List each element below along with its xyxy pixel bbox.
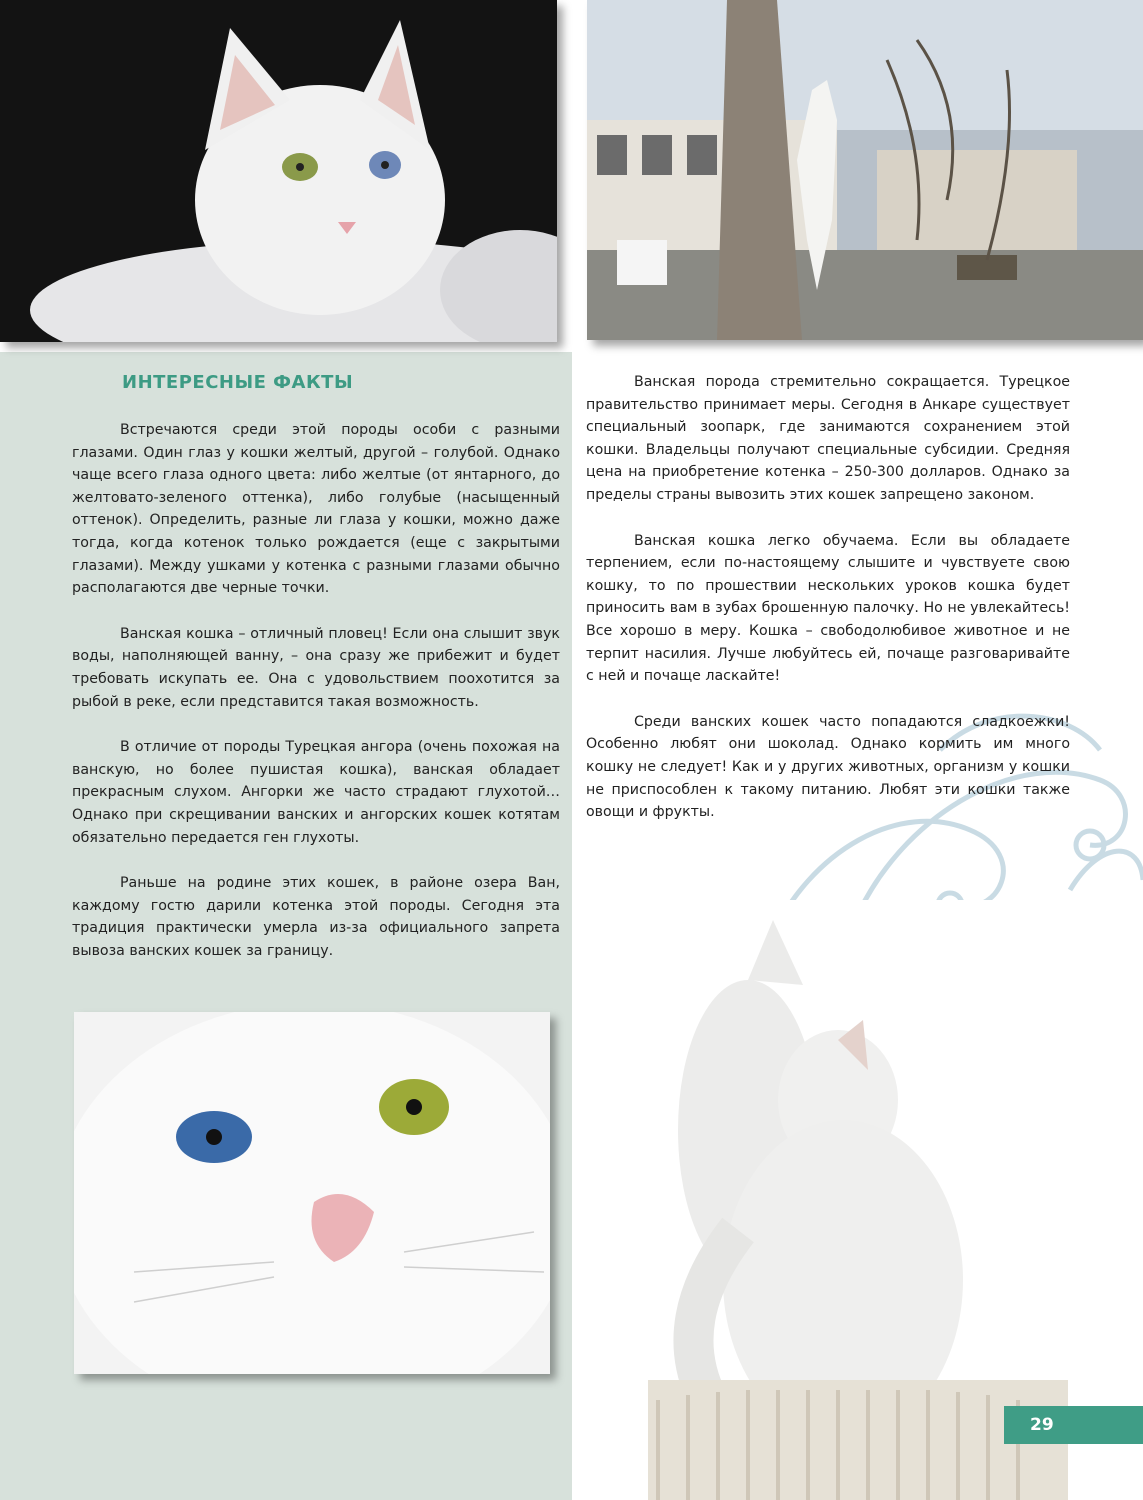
section-heading: ИНТЕРЕСНЫЕ ФАКТЫ [122, 372, 354, 393]
photo-odd-eyed-cat [0, 0, 557, 342]
photo-cat-face-closeup [74, 1012, 550, 1374]
right-text-column [586, 371, 1070, 847]
paragraph: Ванская кошка легко обучаема. Если вы обладаете терпением, если по-настоящему слышите и чувствуете свою кошку, то по прошествии нескольких уроков кошка будет приносить вам в зубах брошенную палочку. Но не увлекайтесь! Все хорошо в меру. Кошка – свободолюбивое животное и не терпит насилия. Лучше любуйтесь ей, почаще разговаривайте с ней и почаще ласкайте! [586, 532, 1070, 685]
paragraph: Среди ванских кошек часто попадаются сладкоежки! Особенно любят они шоколад. Однако кормить им много кошку не следует! Как и у других животных, организм у кошки не приспособлен к такому питанию. Любят эти кошки также овощи и фрукты. [586, 713, 1070, 821]
paragraph: Встречаются среди этой породы особи с разными глазами. Один глаз у кошки желтый, другой – голубой. Однако чаще всего глаза одного цвета: либо желтые (от янтарного, до желтовато-зеленого оттенка), либо голубые (насыщенный оттенок). Определить, разные ли глаза у кошки, можно даже тогда, когда котенок только рождается (еще с закрытыми глазами). Между ушками у котенка с разными глазами обычно располагаются две черные точки. [72, 422, 560, 597]
paragraph: Раньше на родине этих кошек, в районе озера Ван, каждому гостю дарили котенка этой породы. Сегодня эта традиция практически умерла из-за официального запрета вывоза ванских кошек за границу. [72, 875, 560, 959]
page-number: 29 [1004, 1406, 1143, 1444]
paragraph: Ванская кошка – отличный пловец! Если она слышит звук воды, наполняющей ванну, – она сразу же прибежит и будет требовать искупать ее. Она с удовольствием поохотится за рыбой в реке, если представится такая возможность. [72, 625, 560, 710]
paragraph: В отличие от породы Турецкая ангора (очень похожая на ванскую, но более пушистая кошка), ванская обладает прекрасным слухом. Ангорки же часто страдают глухотой… Однако при скрещивании ванских и ангорских кошек котятам обязательно передается ген глухоты. [72, 739, 560, 846]
paragraph: Ванская порода стремительно сокращается. Турецкое правительство принимает меры. Сегодня в Анкаре существует специальный зоопарк, где занимаются сохранением этой кошки. Владельцы получают специальные субсидии. Средняя цена на приобретение котенка – 250-300 долларов. Однако за пределы страны вывозить этих кошек запрещено законом. [586, 374, 1070, 503]
photo-cat-on-tree [587, 0, 1143, 340]
left-text-column [72, 419, 560, 985]
